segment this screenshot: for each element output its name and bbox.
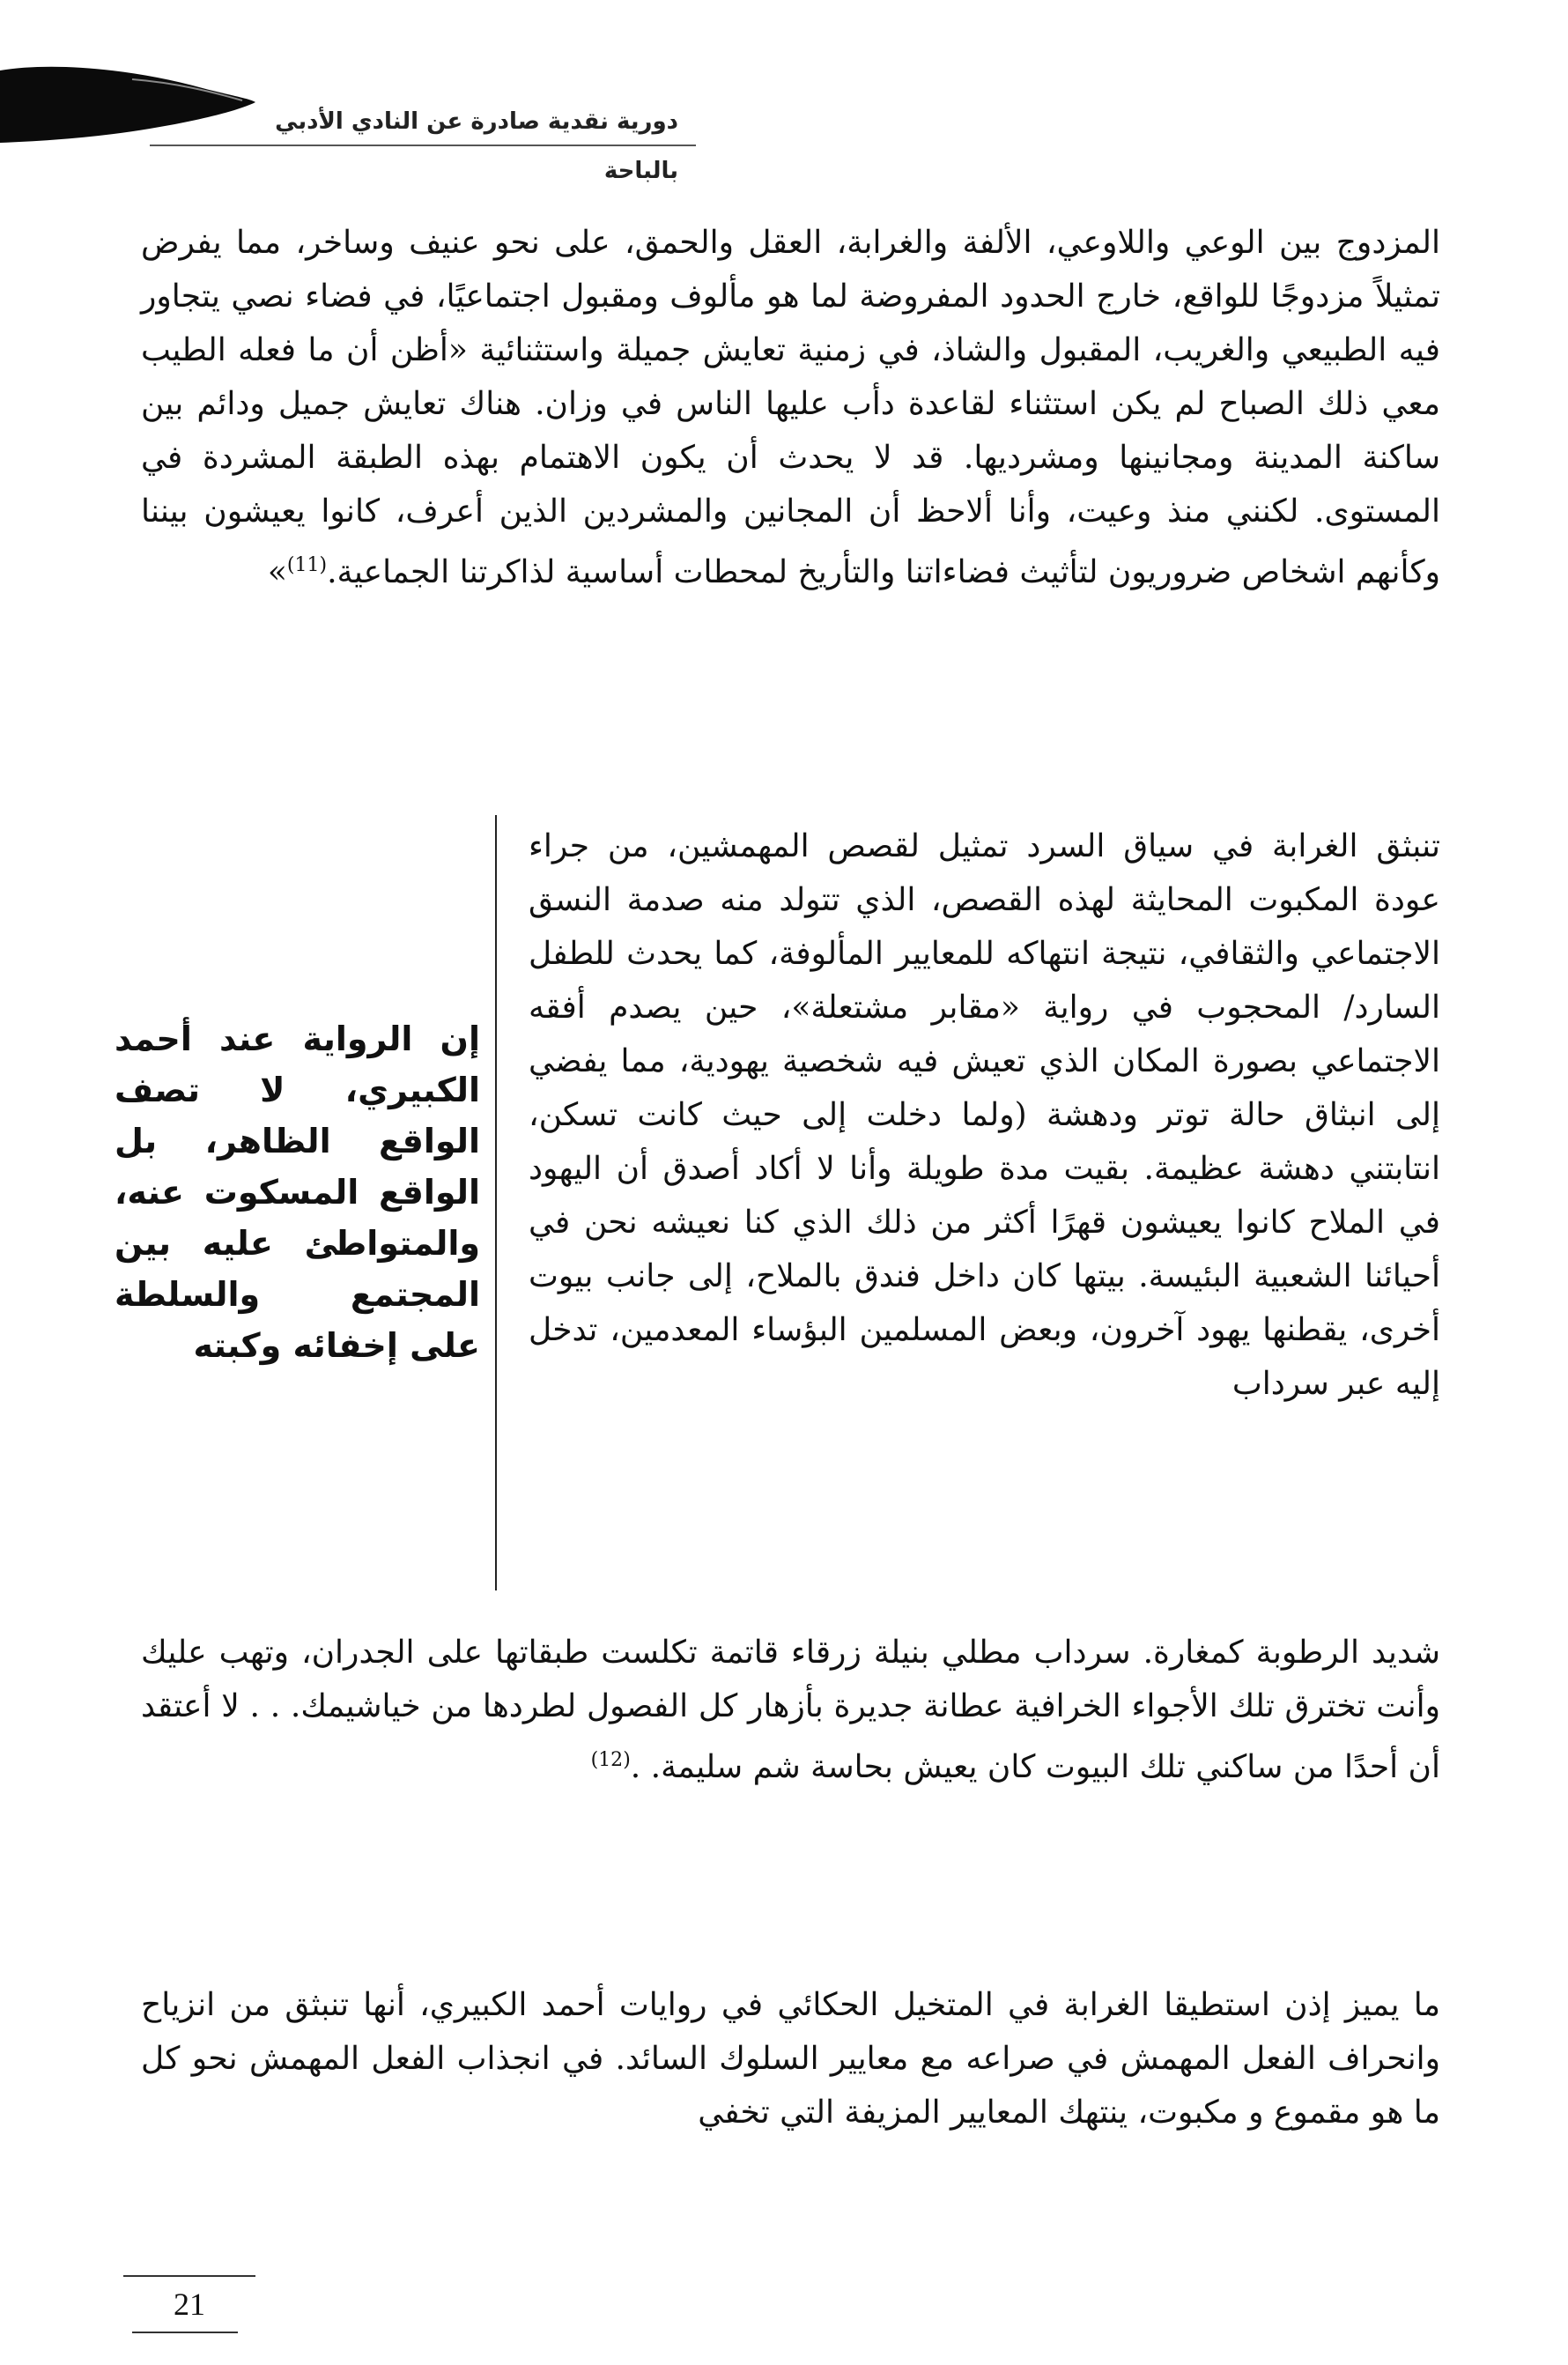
journal-header-title: دورية نقدية صادرة عن النادي الأدبي بالباحة	[275, 108, 678, 184]
page-number: 21	[174, 2287, 205, 2322]
footnote-ref-11: (11)	[286, 554, 328, 576]
paragraph-2-continued	[141, 1626, 1440, 1794]
paragraph-2-continuation: شديد الرطوبة كمغارة. سرداب مطلي بنيلة زرقاء قاتمة تكلست طبقاتها على الجدران، وتهب عليك وأنت تخترق تلك الأجواء الخرافية عطانة جديرة بأزهار كل الفصول لطردها من خياشيمك. . . لا أعتقد أن أحدًا من ساكني تلك البيوت كان يعيش بحاسة شم سليمة. .	[141, 1635, 1440, 1785]
quote-close-mark: »	[267, 554, 287, 590]
paragraph-3-text: ما يميز إذن استطيقا الغرابة في المتخيل الحكائي في روايات أحمد الكبيري، أنها تنبثق من انزياح وانحراف الفعل المهمش في صراعه مع معايير السلوك السائد. في انجذاب الفعل المهمش نحو كل ما هو مقموع و مكبوت، ينتهك المعايير المزيفة التي تخفي	[141, 1987, 1440, 2131]
pull-quote-divider	[495, 815, 497, 1590]
footnote-ref-12: (12)	[590, 1749, 631, 1771]
paragraph-2	[529, 819, 1440, 1411]
paragraph-1	[141, 216, 1440, 599]
footer-rule-top	[123, 2275, 255, 2277]
header-rule	[150, 145, 696, 146]
paragraph-1-text: المزدوج بين الوعي واللاوعي، الألفة والغرابة، العقل والحمق، على نحو عنيف وساخر، مما يفرض تمثيلاً مزدوجًا للواقع، خارج الحدود المفروضة لما هو مألوف ومقبول اجتماعيًا، في فضاء نصي يتجاور فيه الطبيعي والغريب، المقبول والشاذ، في زمنية تعايش جميلة واستثنائية «أظن أن ما فعله الطيب معي ذلك الصباح لم يكن استثناء لقاعدة دأب عليها الناس في وزان. هناك تعايش جميل ودائم بين ساكنة المدينة ومجانينها ومشرديها. قد لا يحدث أن يكون الاهتمام بهذه الطبقة المشردة في المستوى. لكنني منذ وعيت، وأنا ألاحظ أن المجانين والمشردين الذين أعرف، كانوا يعيشون بيننا وكأنهم اشخاص ضروريون لتأثيث فضاءاتنا والتأريخ لمحطات أساسية لذاكرتنا الجماعية.	[141, 225, 1440, 590]
footer-rule-bottom	[132, 2332, 238, 2333]
header-brush-decoration	[0, 53, 255, 150]
paragraph-3	[141, 1978, 1440, 2139]
paragraph-2-text: تنبثق الغرابة في سياق السرد تمثيل لقصص المهمشين، من جراء عودة المكبوت المحايثة لهذه القصص، الذي تتولد منه صدمة النسق الاجتماعي والثقافي، نتيجة انتهاكه للمعايير المألوفة، كما يحدث للطفل السارد/ المحجوب في رواية «مقابر مشتعلة»، حين يصدم أفقه الاجتماعي بصورة المكان الذي تعيش فيه شخصية يهودية، مما يفضي إلى انبثاق حالة توتر ودهشة (ولما دخلت إلى حيث كانت تسكن، انتابتني دهشة عظيمة. بقيت مدة طويلة وأنا لا أكاد أصدق أن اليهود في الملاح كانوا يعيشون قهرًا أكثر من ذلك الذي كنا نعيشه نحن في أحيائنا الشعبية البئيسة. بيتها كان داخل فندق بالملاح، إلى جانب بيوت أخرى، يقطنها يهود آخرون، وبعض المسلمين البؤساء المعدمين، تدخل إليه عبر سرداب	[529, 828, 1440, 1402]
pull-quote: إن الرواية عند أحمد الكبيري، لا تصف الواقع الظاهر، بل الواقع المسكوت عنه، والمتواطئ عليه بين المجتمع والسلطة على إخفائه وكبته	[115, 1019, 480, 1365]
